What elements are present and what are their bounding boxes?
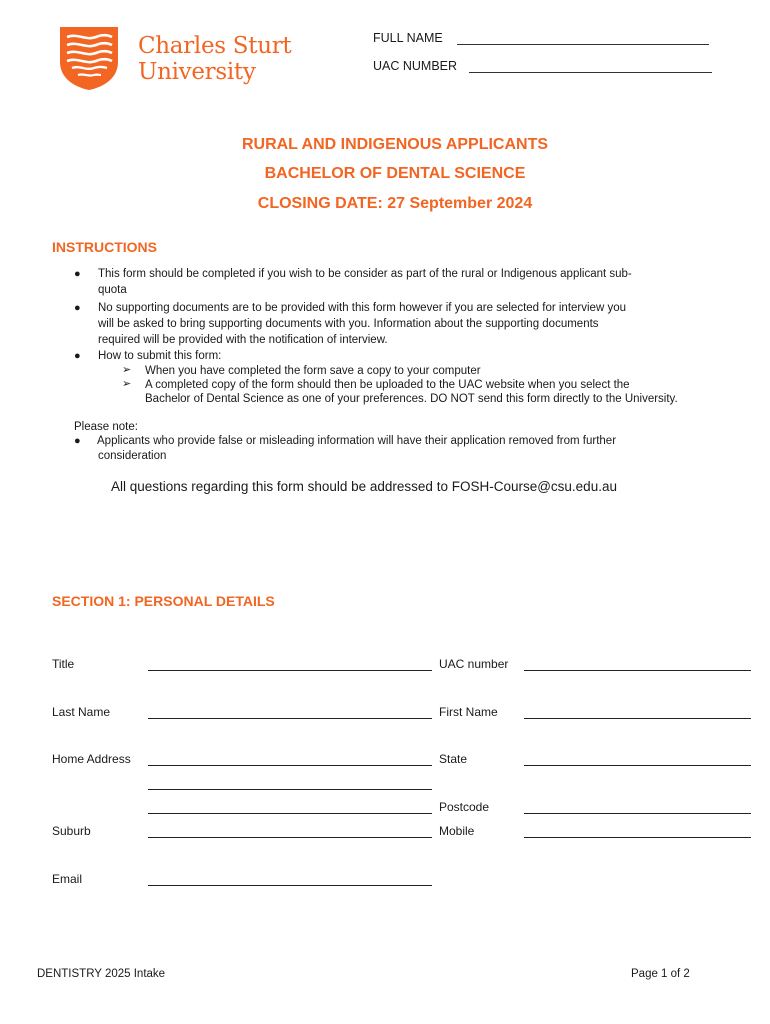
arrow-bullet-icon: ➢ [122, 378, 132, 390]
title-label: Title [52, 657, 75, 671]
home-address-field-line-1[interactable] [148, 765, 432, 766]
email-field[interactable] [148, 885, 432, 886]
submit-step-2-line-2: Bachelor of Dental Science as one of your preferences. DO NOT send this form directly to the University. [145, 393, 678, 405]
footer-intake: DENTISTRY 2025 Intake [37, 968, 166, 980]
instruction-2-line-1: No supporting documents are to be provided with this form however if you are selected for interview you [98, 302, 626, 314]
instructions-heading: INSTRUCTIONS [52, 239, 157, 255]
first-name-field[interactable] [524, 718, 751, 719]
home-address-field-line-2[interactable] [148, 789, 432, 790]
submit-step-2-line-1: A completed copy of the form should then be uploaded to the UAC website when you select the [145, 379, 630, 391]
home-address-field-line-3[interactable] [148, 813, 432, 814]
suburb-field[interactable] [148, 837, 432, 838]
suburb-label: Suburb [52, 824, 91, 838]
postcode-field[interactable] [524, 813, 751, 814]
note-line-2: consideration [98, 450, 167, 462]
last-name-field[interactable] [148, 718, 432, 719]
bullet-icon: ● [74, 268, 81, 280]
contact-info: All questions regarding this form should be addressed to FOSH-Course@csu.edu.au [111, 479, 617, 494]
instruction-1-line-1: This form should be completed if you wish to be consider as part of the rural or Indigenous applicant sub- [98, 268, 632, 280]
instruction-3: How to submit this form: [98, 350, 222, 362]
bullet-icon: ● [74, 435, 81, 447]
logo-line-1: Charles Sturt [138, 33, 292, 59]
instruction-2-line-2: will be asked to bring supporting documents with you. Information about the supporting documents [98, 318, 599, 330]
postcode-label: Postcode [439, 800, 490, 814]
uac-number-header-field[interactable] [469, 72, 712, 73]
instruction-1-line-2: quota [98, 284, 127, 296]
arrow-bullet-icon: ➢ [122, 364, 132, 376]
bullet-icon: ● [74, 302, 81, 314]
submit-step-1: When you have completed the form save a copy to your computer [145, 365, 481, 377]
page-number: Page 1 of 2 [631, 968, 690, 980]
title-field[interactable] [148, 670, 432, 671]
uac-number-field[interactable] [524, 670, 751, 671]
section-1-heading: SECTION 1: PERSONAL DETAILS [52, 593, 275, 609]
first-name-label: First Name [439, 705, 498, 719]
uac-number-label: UAC number [439, 657, 509, 671]
mobile-label: Mobile [439, 824, 475, 838]
note-line-1: Applicants who provide false or misleading information will have their application removed from further [97, 435, 617, 447]
university-logo [56, 24, 306, 94]
crest-icon [56, 24, 122, 92]
instruction-2-line-3: required will be provided with the notification of interview. [98, 334, 388, 346]
email-label: Email [52, 872, 83, 886]
full-name-field[interactable] [457, 44, 709, 45]
state-field[interactable] [524, 765, 751, 766]
uac-number-header-label: UAC NUMBER [373, 59, 458, 73]
state-label: State [439, 752, 468, 766]
mobile-field[interactable] [524, 837, 751, 838]
last-name-label: Last Name [52, 705, 111, 719]
logo-line-2: University [138, 59, 256, 85]
title-line-1: RURAL AND INDIGENOUS APPLICANTS [241, 136, 549, 153]
title-line-2: BACHELOR OF DENTAL SCIENCE [264, 165, 526, 182]
home-address-label: Home Address [52, 752, 131, 766]
full-name-label: FULL NAME [373, 31, 443, 45]
please-note-label: Please note: [74, 421, 138, 433]
closing-date: CLOSING DATE: 27 September 2024 [257, 195, 533, 212]
bullet-icon: ● [74, 350, 81, 362]
